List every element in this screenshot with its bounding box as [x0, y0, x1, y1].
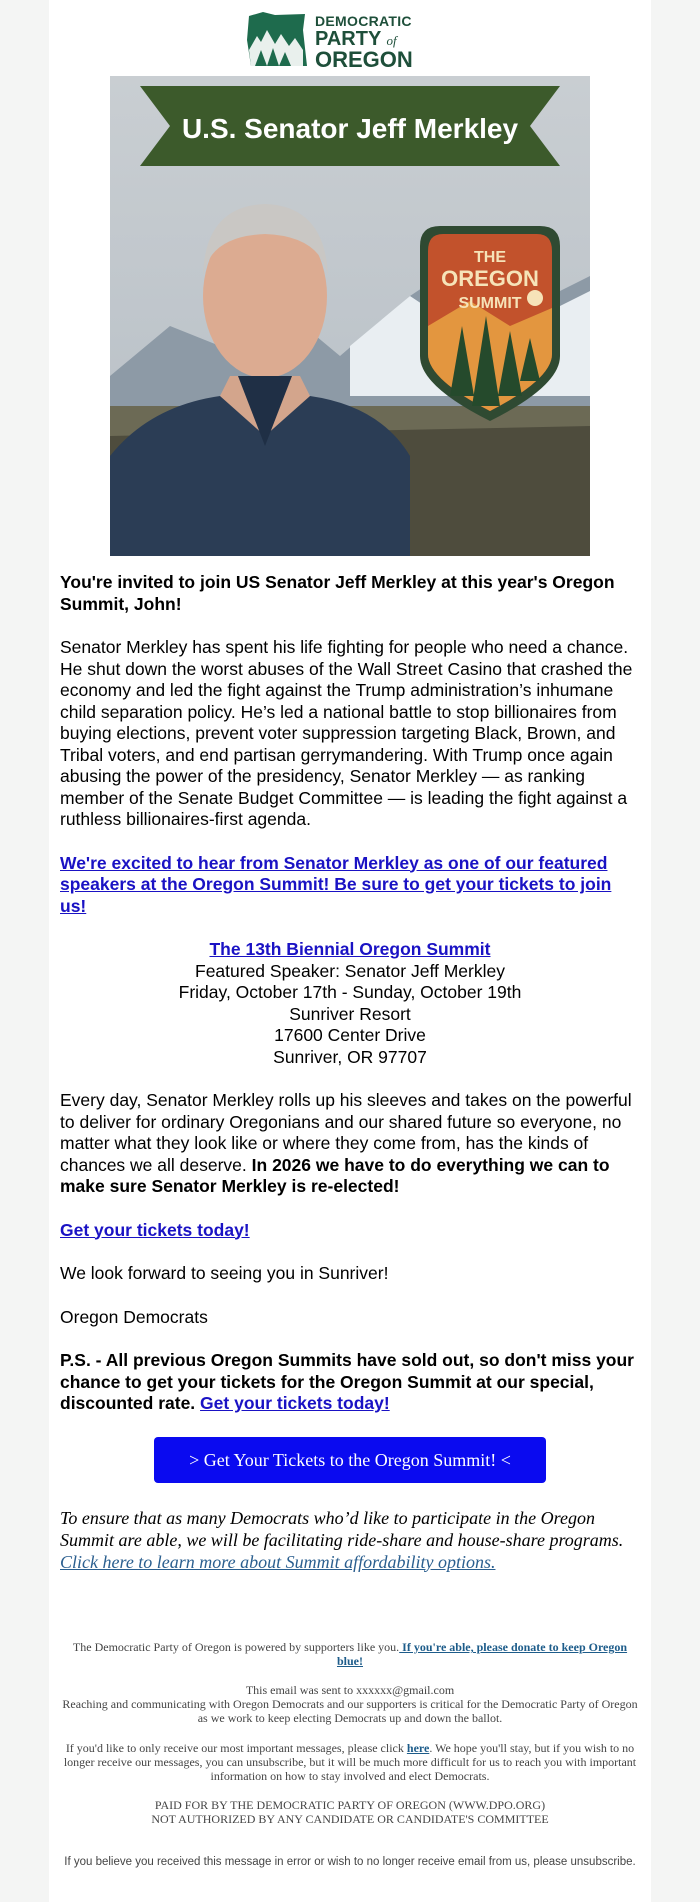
reelect-bold-text: In 2026 we have to do everything we can to make sure Senator Merkley is re-elected!: [60, 1154, 610, 1196]
ps-paragraph: [60, 1350, 640, 1415]
hero-banner-text: U.S. Senator Jeff Merkley: [181, 113, 519, 144]
email-content: [60, 572, 640, 1595]
featured-speakers-link[interactable]: We're excited to hear from Senator Merkley as one of our featured speakers at the Oregon Summit! Be sure to get your tickets to join us!: [60, 852, 612, 916]
email-body: [49, 0, 651, 1902]
not-authorized-text: NOT AUTHORIZED BY ANY CANDIDATE OR CANDIDATE'S COMMITTEE: [151, 1812, 549, 1826]
unsubscribe-note: If you believe you received this message in error or wish to no longer receive email from us, please unsubscribe.: [64, 1856, 636, 1868]
oregon-state-icon: [245, 10, 309, 68]
logo-line3: OREGON: [315, 47, 413, 72]
event-street: 17600 Center Drive: [274, 1025, 426, 1045]
event-speaker: Featured Speaker: Senator Jeff Merkley: [195, 960, 505, 981]
sent-to-text: This email was sent to xxxxxx@gmail.com: [245, 1683, 455, 1697]
badge-line3: SUMMIT: [458, 295, 522, 312]
footer-info: [60, 1683, 640, 1725]
footer-disclaimer: [60, 1798, 640, 1826]
powered-text: The Democratic Party of Oregon is powered by supporters like you.: [72, 1640, 400, 1654]
footer-powered: [60, 1640, 640, 1668]
event-dates: Friday, October 17th - Sunday, October 19th: [178, 982, 522, 1002]
paid-for-text: PAID FOR BY THE DEMOCRATIC PARTY OF OREGON (WWW.DPO.ORG): [154, 1798, 546, 1812]
badge-line1: THE: [474, 249, 506, 266]
logo-of: of: [386, 33, 397, 48]
affordability-link[interactable]: Click here to learn more about Summit affordability options.: [60, 1551, 496, 1572]
preferences-text: If you'd like to only receive our most important messages, please click: [65, 1741, 404, 1755]
donate-link[interactable]: If you're able, please donate to keep Oregon blue!: [336, 1640, 628, 1668]
badge-line2: OREGON: [441, 266, 539, 291]
get-tickets-link[interactable]: Get your tickets today!: [60, 1219, 250, 1240]
reaching-text: Reaching and communicating with Oregon Democrats and our supporters is critical for the Democratic Party of Oregon as we work to keep electing Democrats up and down the ballot.: [62, 1697, 638, 1725]
rideshare-paragraph: [60, 1507, 640, 1573]
ps-tickets-link[interactable]: Get your tickets today!: [200, 1393, 390, 1413]
event-city: Sunriver, OR 97707: [273, 1046, 427, 1067]
logo-wordmark: [315, 14, 413, 71]
ps-text: P.S. - All previous Oregon Summits have sold out, so don't miss your chance to get your tickets for the Oregon Summit at our special, discounted rate.: [60, 1350, 634, 1413]
get-tickets-button[interactable]: > Get Your Tickets to the Oregon Summit! <: [154, 1437, 546, 1483]
preferences-here-link[interactable]: here: [406, 1741, 430, 1755]
logo-line2: PARTY: [315, 28, 381, 50]
signoff-text: Oregon Democrats: [60, 1306, 208, 1327]
footer-preferences: [60, 1741, 640, 1783]
event-details: [60, 939, 640, 1068]
preferences-text-2: . We hope you'll stay, but if you wish to no longer receive our messages, you can unsubscribe, but it will be much more difficult for us to reach you with important information on how to stay involved and elect Democrats.: [63, 1741, 637, 1783]
hero-image[interactable]: [110, 76, 590, 556]
intro-text: You're invited to join US Senator Jeff Merkley at this year's Oregon Summit, John!: [60, 572, 615, 614]
hero-graphic: [110, 76, 590, 556]
event-title-link[interactable]: The 13th Biennial Oregon Summit: [209, 939, 491, 959]
look-forward-text: We look forward to seeing you in Sunriver!: [60, 1263, 389, 1283]
rideshare-text: To ensure that as many Democrats who’d like to participate in the Oregon Summit are able, we will be facilitating ride-share and house-share programs.: [60, 1507, 624, 1550]
reelect-paragraph: [60, 1090, 640, 1198]
merkley-bio-paragraph: Senator Merkley has spent his life fighting for people who need a chance. He shut down the worst abuses of the Wall Street Casino that crashed the economy and led the fight against the Trump administration’s inhumane child separation policy. He’s led a national battle to stop billionaires from buying elections, prevent voter suppression targeting Black, Brown, and Tribal voters, and end partisan gerrymandering. With Trump once again abusing the power of the presidency, Senator Merkley — as ranking member of the Senate Budget Committee — is leading the fight against a ruthless billionaires-first agenda.: [60, 637, 633, 829]
dpo-logo[interactable]: [245, 10, 455, 72]
event-venue: Sunriver Resort: [289, 1003, 411, 1024]
reelect-text: Every day, Senator Merkley rolls up his sleeves and takes on the powerful to deliver for ordinary Oregonians and our shared future so everyone, no matter what they look like or where they come from, has the kinds of chances we all deserve.: [60, 1090, 632, 1175]
logo-line1: DEMOCRATIC: [315, 13, 412, 29]
